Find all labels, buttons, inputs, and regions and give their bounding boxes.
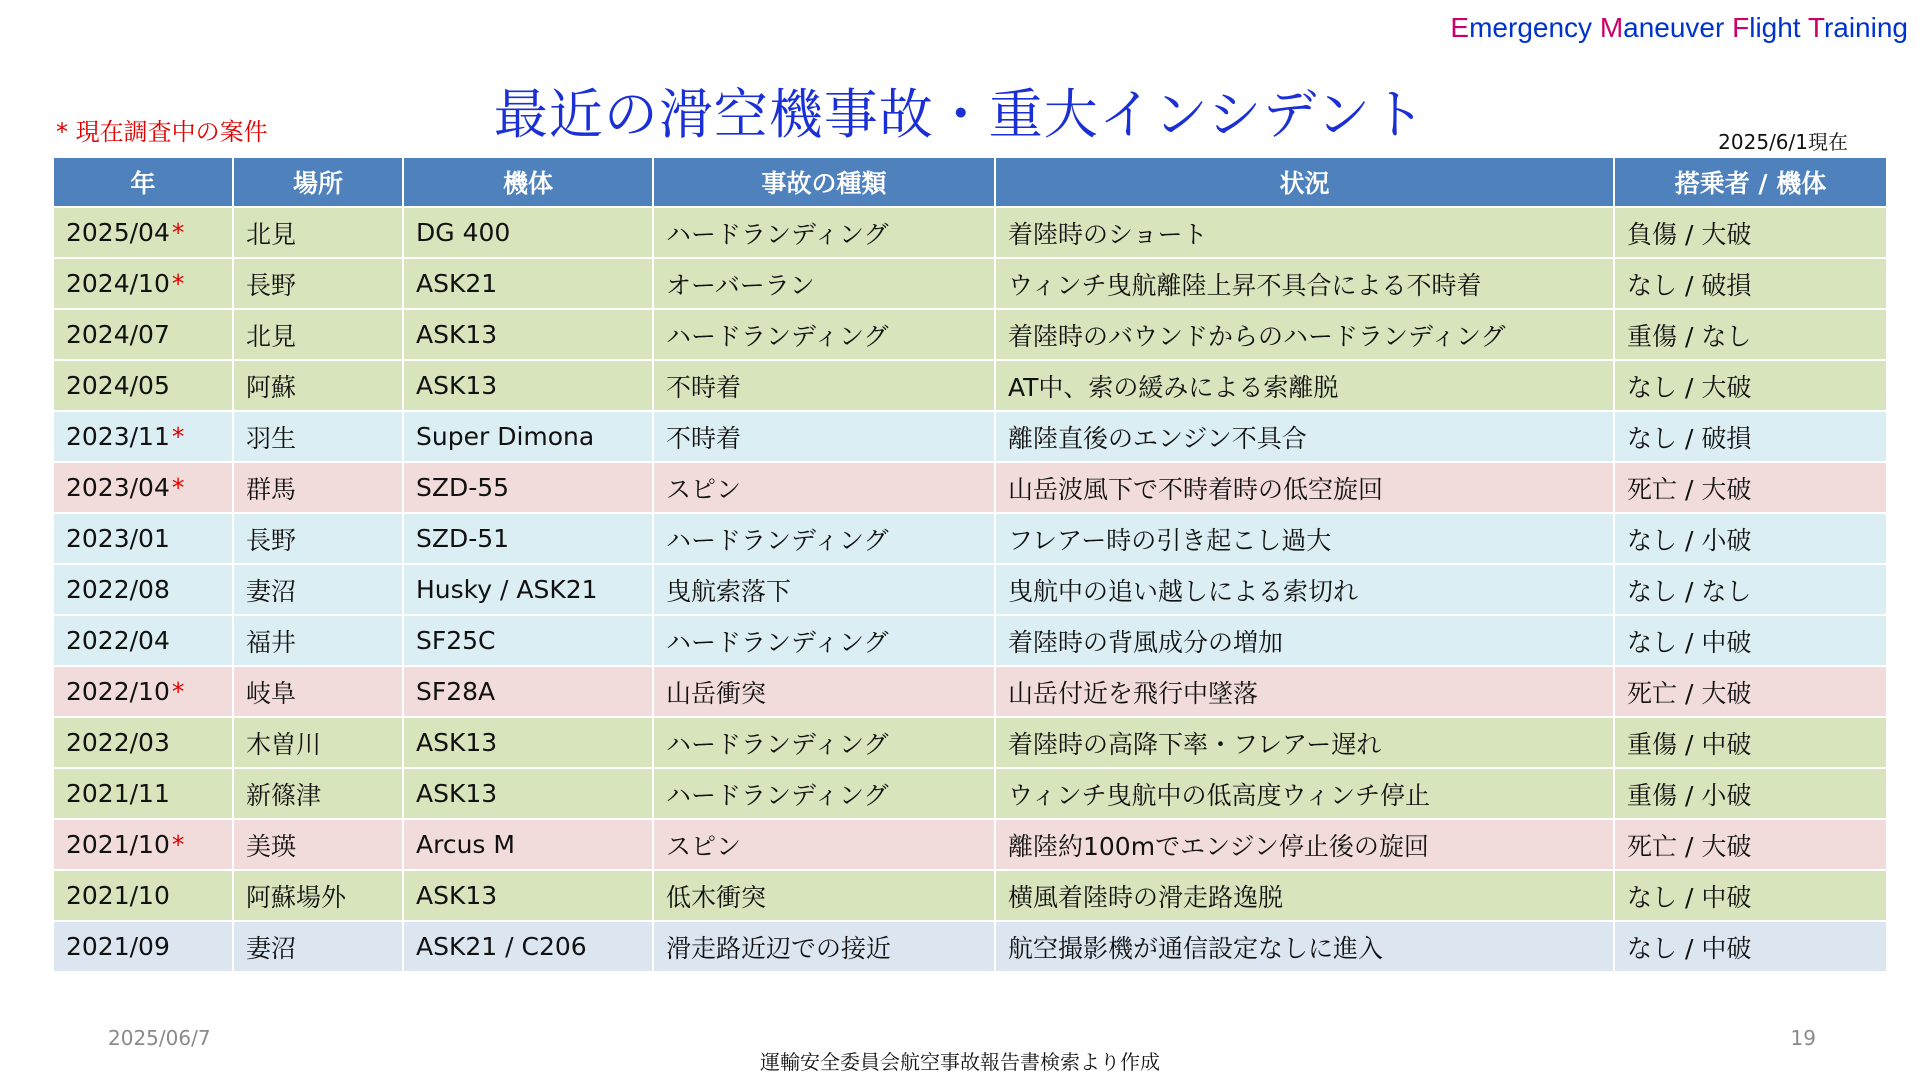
cell-result-text: なし / 破損 <box>1627 423 1752 453</box>
cell-aircraft <box>403 717 653 768</box>
cell-type-text: 不時着 <box>666 372 742 402</box>
table-row <box>53 462 1887 513</box>
table-row <box>53 717 1887 768</box>
table-row <box>53 921 1887 972</box>
under-investigation-marker: * <box>171 677 185 706</box>
cell-place-text: 美瑛 <box>246 831 297 861</box>
cell-type <box>653 819 995 870</box>
cell-place <box>233 258 403 309</box>
cell-result <box>1614 666 1887 717</box>
cell-place-text: 羽生 <box>246 423 297 453</box>
cell-place-text: 新篠津 <box>246 780 322 810</box>
cell-place <box>233 513 403 564</box>
cell-type-text: ハードランディング <box>666 321 889 351</box>
cell-place <box>233 564 403 615</box>
table-row <box>53 207 1887 258</box>
cell-type-text: スピン <box>666 474 742 504</box>
cell-situation <box>995 462 1614 513</box>
cell-situation <box>995 207 1614 258</box>
cell-aircraft <box>403 207 653 258</box>
cell-aircraft-text: DG 400 <box>416 218 511 247</box>
cell-aircraft <box>403 513 653 564</box>
cell-aircraft <box>403 921 653 972</box>
cell-aircraft-text: ASK13 <box>416 779 498 808</box>
cell-result-text: 負傷 / 大破 <box>1627 219 1752 249</box>
cell-year-text: 2025/04 <box>66 218 170 247</box>
cell-year-text: 2023/04 <box>66 473 170 502</box>
cell-year-text: 2022/03 <box>66 728 170 757</box>
cell-situation <box>995 615 1614 666</box>
cell-place <box>233 615 403 666</box>
cell-result <box>1614 513 1887 564</box>
cell-aircraft <box>403 360 653 411</box>
cell-result-text: なし / 中破 <box>1627 933 1752 963</box>
cell-result <box>1614 309 1887 360</box>
cell-place-text: 阿蘇場外 <box>246 882 347 912</box>
cell-situation <box>995 513 1614 564</box>
cell-result <box>1614 564 1887 615</box>
brand-cap-t: T <box>1807 12 1824 43</box>
brand-word-m: aneuver <box>1623 12 1733 43</box>
cell-type-text: スピン <box>666 831 742 861</box>
cell-type <box>653 462 995 513</box>
cell-year-text: 2021/10 <box>66 830 170 859</box>
cell-situation <box>995 666 1614 717</box>
cell-aircraft-text: SZD-55 <box>416 473 510 502</box>
cell-place <box>233 462 403 513</box>
table-row <box>53 768 1887 819</box>
under-investigation-marker: * <box>171 422 185 451</box>
cell-type <box>653 768 995 819</box>
cell-result-text: 重傷 / 中破 <box>1627 729 1752 759</box>
cell-type-text: 低木衝突 <box>666 882 767 912</box>
cell-type <box>653 666 995 717</box>
cell-place <box>233 819 403 870</box>
cell-place <box>233 666 403 717</box>
cell-result-text: なし / 中破 <box>1627 627 1752 657</box>
cell-place <box>233 768 403 819</box>
cell-aircraft-text: ASK21 / C206 <box>416 932 587 961</box>
cell-type-text: ハードランディング <box>666 219 889 249</box>
cell-situation-text: ウィンチ曳航中の低高度ウィンチ停止 <box>1008 780 1431 810</box>
cell-year <box>53 411 233 462</box>
cell-situation <box>995 768 1614 819</box>
cell-place-text: 長野 <box>246 525 297 555</box>
cell-result <box>1614 207 1887 258</box>
cell-result <box>1614 411 1887 462</box>
cell-aircraft <box>403 564 653 615</box>
source-note: 運輸安全委員会航空事故報告書検索より作成 <box>760 1050 1160 1074</box>
cell-situation-text: AT中、索の緩みによる索離脱 <box>1008 372 1339 402</box>
investigation-note: * 現在調査中の案件 <box>56 118 268 146</box>
cell-year <box>53 921 233 972</box>
cell-result <box>1614 615 1887 666</box>
cell-year-text: 2022/08 <box>66 575 170 604</box>
cell-situation-text: 山岳波風下で不時着時の低空旋回 <box>1008 474 1384 504</box>
cell-result-text: 死亡 / 大破 <box>1627 678 1752 708</box>
cell-year <box>53 360 233 411</box>
table-row <box>53 513 1887 564</box>
cell-type <box>653 615 995 666</box>
cell-type <box>653 309 995 360</box>
cell-aircraft-text: Arcus M <box>416 830 515 859</box>
cell-situation-text: 横風着陸時の滑走路逸脱 <box>1008 882 1284 912</box>
cell-situation-text: ウィンチ曳航離陸上昇不具合による不時着 <box>1008 270 1482 300</box>
cell-year-text: 2023/01 <box>66 524 170 553</box>
table-header-row <box>53 157 1887 207</box>
cell-type <box>653 207 995 258</box>
cell-year <box>53 258 233 309</box>
cell-type-text: ハードランディング <box>666 627 889 657</box>
cell-type <box>653 411 995 462</box>
table-row <box>53 411 1887 462</box>
table-row <box>53 258 1887 309</box>
cell-situation-text: 着陸時のショート <box>1008 219 1208 249</box>
cell-year <box>53 666 233 717</box>
cell-year-text: 2021/10 <box>66 881 170 910</box>
cell-type-text: 滑走路近辺での接近 <box>666 933 892 963</box>
cell-year-text: 2024/07 <box>66 320 170 349</box>
slide-title: 最近の滑空機事故・重大インシデント <box>493 83 1427 146</box>
cell-result-text: なし / 小破 <box>1627 525 1752 555</box>
page-number: 19 <box>1790 1026 1816 1050</box>
cell-aircraft <box>403 615 653 666</box>
cell-place-text: 北見 <box>246 321 297 351</box>
under-investigation-marker: * <box>171 269 185 298</box>
cell-place-text: 長野 <box>246 270 297 300</box>
cell-aircraft-text: SF25C <box>416 626 496 655</box>
cell-type <box>653 360 995 411</box>
cell-year <box>53 462 233 513</box>
header-type: 事故の種類 <box>653 157 995 207</box>
cell-aircraft <box>403 309 653 360</box>
cell-situation <box>995 258 1614 309</box>
cell-situation-text: 着陸時の高降下率・フレアー遅れ <box>1008 729 1382 759</box>
cell-place <box>233 309 403 360</box>
header-year: 年 <box>53 157 233 207</box>
cell-result <box>1614 258 1887 309</box>
cell-situation <box>995 819 1614 870</box>
cell-situation <box>995 717 1614 768</box>
cell-aircraft-text: ASK13 <box>416 881 498 910</box>
cell-year-text: 2022/04 <box>66 626 170 655</box>
header-situation: 状況 <box>995 157 1614 207</box>
cell-place <box>233 921 403 972</box>
cell-situation-text: 離陸直後のエンジン不具合 <box>1008 423 1307 453</box>
cell-situation <box>995 360 1614 411</box>
cell-type <box>653 258 995 309</box>
table-row <box>53 309 1887 360</box>
cell-place <box>233 411 403 462</box>
cell-situation <box>995 564 1614 615</box>
cell-situation-text: 航空撮影機が通信設定なしに進入 <box>1008 933 1384 963</box>
cell-aircraft-text: ASK13 <box>416 320 498 349</box>
brand-word-f: light <box>1749 12 1808 43</box>
cell-situation <box>995 921 1614 972</box>
cell-type <box>653 513 995 564</box>
header-result: 搭乗者 / 機体 <box>1614 157 1887 207</box>
cell-situation <box>995 411 1614 462</box>
brand-cap-f: F <box>1732 12 1750 43</box>
cell-aircraft <box>403 870 653 921</box>
cell-year-text: 2023/11 <box>66 422 170 451</box>
cell-place <box>233 717 403 768</box>
cell-aircraft-text: ASK21 <box>416 269 498 298</box>
table-row <box>53 615 1887 666</box>
header-place: 場所 <box>233 157 403 207</box>
under-investigation-marker: * <box>171 473 185 502</box>
table-row <box>53 360 1887 411</box>
cell-type-text: 曳航索落下 <box>666 576 792 606</box>
cell-type-text: 不時着 <box>666 423 742 453</box>
table-row <box>53 870 1887 921</box>
cell-result-text: なし / 大破 <box>1627 372 1752 402</box>
cell-result <box>1614 870 1887 921</box>
footer-date: 2025/06/7 <box>108 1026 211 1050</box>
brand-cap-e: E <box>1450 12 1470 43</box>
cell-result-text: なし / 中破 <box>1627 882 1752 912</box>
cell-aircraft <box>403 819 653 870</box>
as-of-date: 2025/6/1現在 <box>1718 130 1848 154</box>
cell-place <box>233 870 403 921</box>
cell-place-text: 妻沼 <box>246 933 297 963</box>
cell-year-text: 2024/05 <box>66 371 170 400</box>
cell-place-text: 福井 <box>246 627 297 657</box>
cell-result <box>1614 360 1887 411</box>
cell-year <box>53 513 233 564</box>
cell-year-text: 2021/11 <box>66 779 170 808</box>
cell-aircraft <box>403 258 653 309</box>
cell-result-text: 重傷 / なし <box>1627 321 1752 351</box>
cell-type-text: オーバーラン <box>666 270 815 300</box>
header-aircraft: 機体 <box>403 157 653 207</box>
cell-result-text: 死亡 / 大破 <box>1627 831 1752 861</box>
cell-result <box>1614 819 1887 870</box>
cell-result <box>1614 768 1887 819</box>
cell-situation-text: 離陸約100mでエンジン停止後の旋回 <box>1008 831 1429 861</box>
cell-situation-text: フレアー時の引き起こし過大 <box>1008 525 1332 555</box>
cell-aircraft-text: Husky / ASK21 <box>416 575 598 604</box>
cell-year <box>53 819 233 870</box>
cell-situation-text: 着陸時のバウンドからのハードランディング <box>1008 321 1506 351</box>
cell-year <box>53 870 233 921</box>
cell-place-text: 群馬 <box>246 474 297 504</box>
cell-result-text: 重傷 / 小破 <box>1627 780 1752 810</box>
cell-situation <box>995 309 1614 360</box>
cell-type <box>653 564 995 615</box>
cell-aircraft-text: SF28A <box>416 677 496 706</box>
cell-year <box>53 615 233 666</box>
under-investigation-marker: * <box>171 830 185 859</box>
cell-situation-text: 曳航中の追い越しによる索切れ <box>1008 576 1359 606</box>
table-row <box>53 819 1887 870</box>
cell-result <box>1614 462 1887 513</box>
table-row <box>53 564 1887 615</box>
table-row <box>53 666 1887 717</box>
cell-result <box>1614 921 1887 972</box>
cell-type <box>653 870 995 921</box>
cell-situation-text: 山岳付近を飛行中墜落 <box>1008 678 1259 708</box>
cell-year-text: 2021/09 <box>66 932 170 961</box>
cell-type <box>653 921 995 972</box>
incident-table <box>52 156 1888 973</box>
cell-year <box>53 768 233 819</box>
cell-type-text: ハードランディング <box>666 525 889 555</box>
cell-year <box>53 207 233 258</box>
cell-result-text: 死亡 / 大破 <box>1627 474 1752 504</box>
cell-year <box>53 564 233 615</box>
cell-aircraft <box>403 411 653 462</box>
cell-type-text: ハードランディング <box>666 729 889 759</box>
cell-year <box>53 717 233 768</box>
cell-place-text: 妻沼 <box>246 576 297 606</box>
cell-aircraft-text: ASK13 <box>416 728 498 757</box>
cell-year <box>53 309 233 360</box>
under-investigation-marker: * <box>171 218 185 247</box>
cell-type <box>653 717 995 768</box>
brand-word-e: mergency <box>1469 12 1600 43</box>
cell-aircraft <box>403 462 653 513</box>
cell-aircraft <box>403 666 653 717</box>
cell-place <box>233 207 403 258</box>
cell-place-text: 岐阜 <box>246 678 297 708</box>
cell-result <box>1614 717 1887 768</box>
cell-type-text: ハードランディング <box>666 780 889 810</box>
cell-aircraft <box>403 768 653 819</box>
brand-word-t: raining <box>1823 12 1908 43</box>
cell-place-text: 木曽川 <box>246 729 322 759</box>
cell-place <box>233 360 403 411</box>
brand-cap-m: M <box>1599 12 1624 43</box>
cell-aircraft-text: ASK13 <box>416 371 498 400</box>
cell-situation <box>995 870 1614 921</box>
cell-type-text: 山岳衝突 <box>666 678 767 708</box>
cell-aircraft-text: Super Dimona <box>416 422 595 451</box>
cell-year-text: 2024/10 <box>66 269 170 298</box>
cell-result-text: なし / なし <box>1627 576 1752 606</box>
cell-aircraft-text: SZD-51 <box>416 524 510 553</box>
cell-situation-text: 着陸時の背風成分の増加 <box>1008 627 1284 657</box>
cell-place-text: 北見 <box>246 219 297 249</box>
brand-header <box>1450 12 1908 44</box>
cell-result-text: なし / 破損 <box>1627 270 1752 300</box>
cell-place-text: 阿蘇 <box>246 372 297 402</box>
cell-year-text: 2022/10 <box>66 677 170 706</box>
